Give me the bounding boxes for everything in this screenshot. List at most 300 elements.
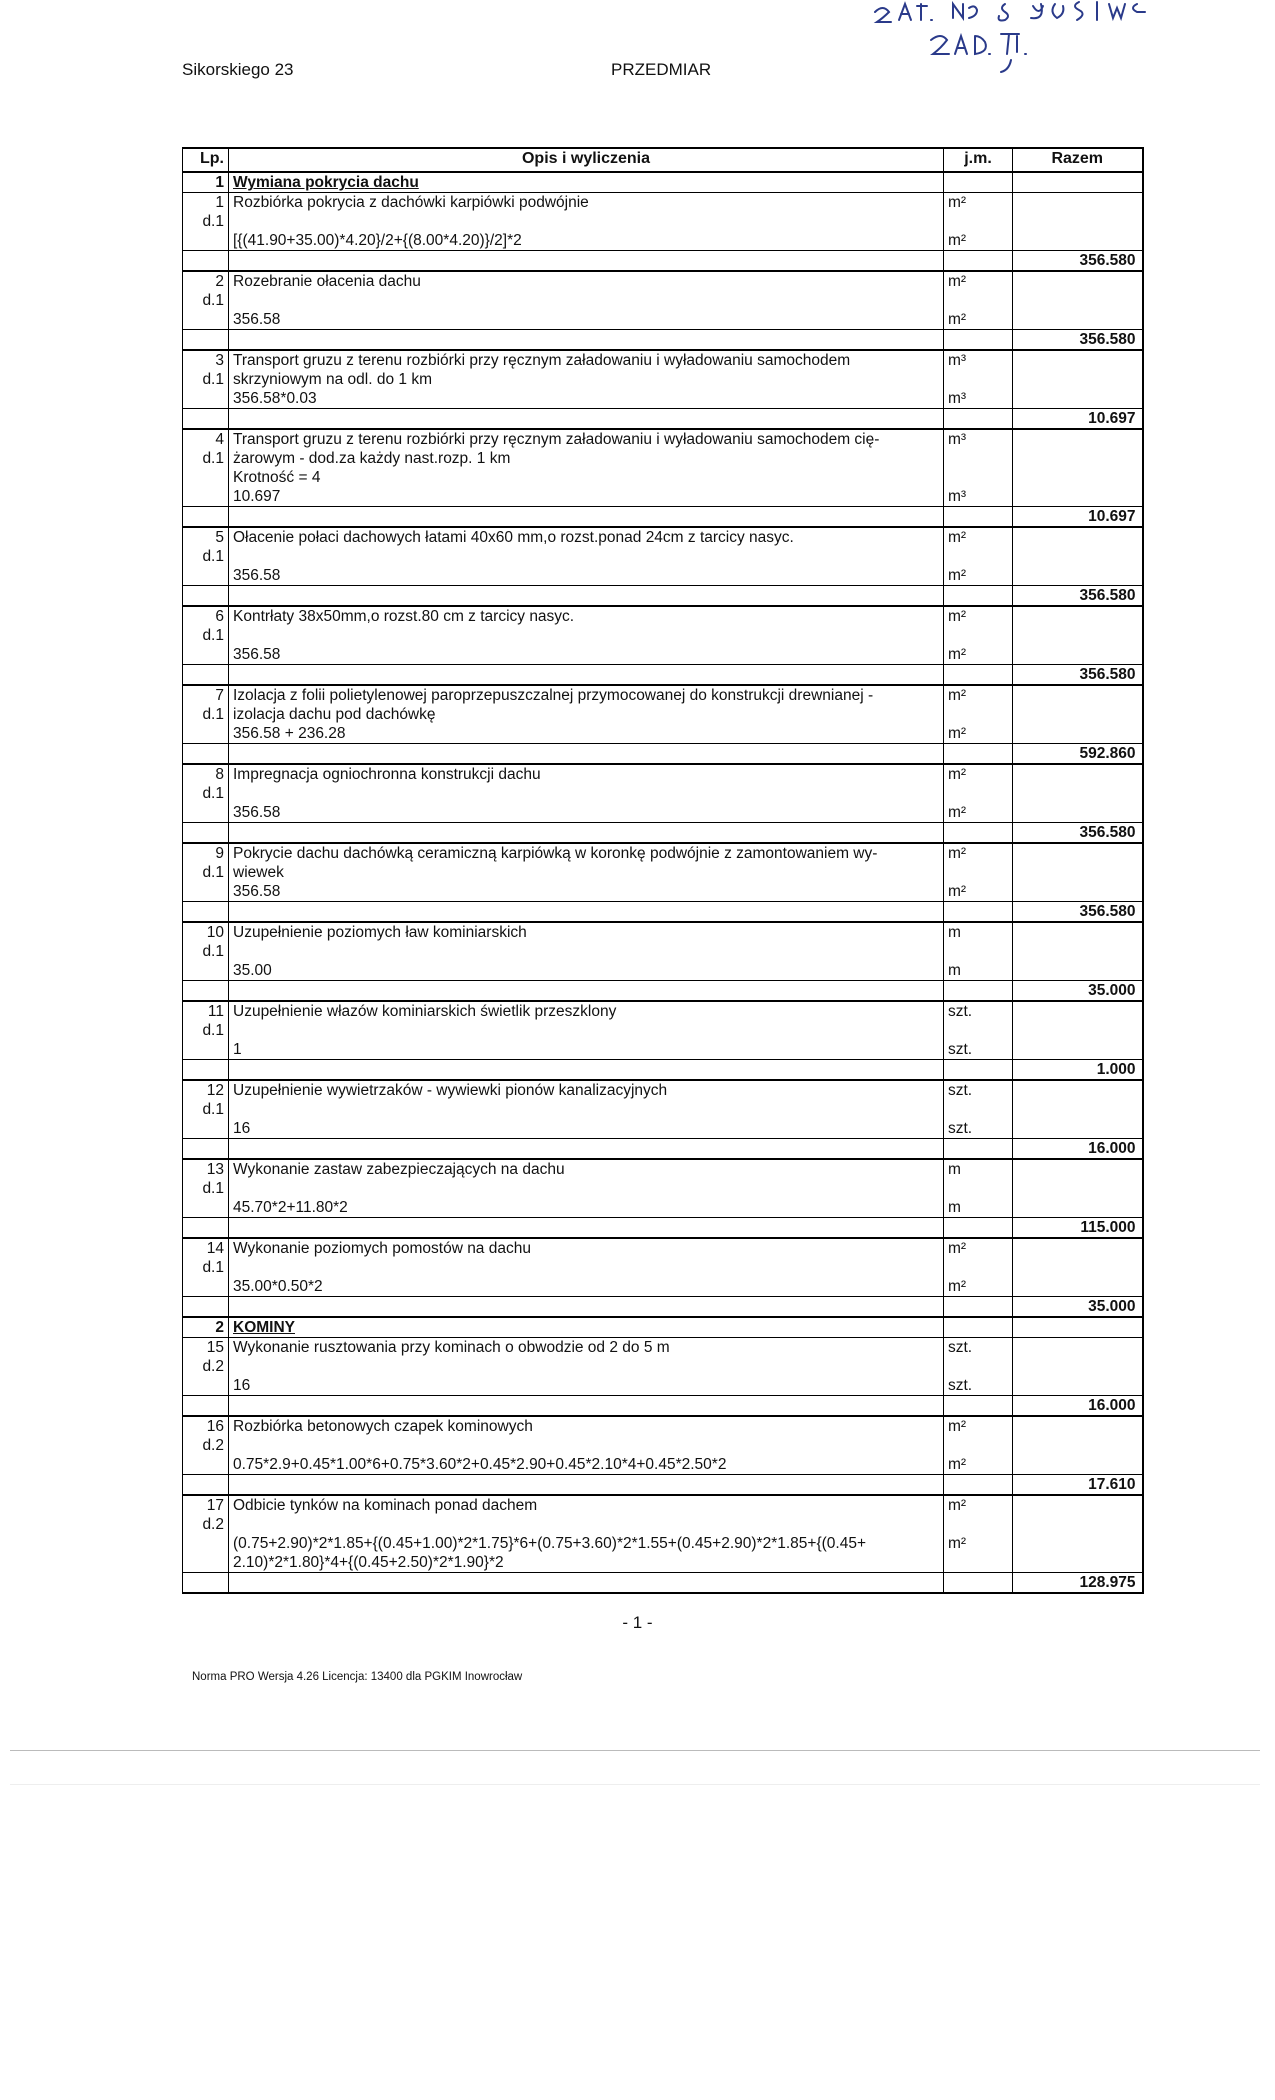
item-number: 17 xyxy=(183,1495,229,1515)
table-body xyxy=(183,172,1143,1593)
item-calc-row xyxy=(183,310,1143,330)
empty-cell xyxy=(183,566,229,586)
item-row xyxy=(183,1416,1143,1436)
empty-cell xyxy=(944,744,1013,765)
empty-cell xyxy=(183,1455,229,1475)
empty-cell xyxy=(183,251,229,272)
item-total: 356.580 xyxy=(1013,330,1143,351)
empty-cell xyxy=(944,626,1013,645)
header-title: PRZEDMIAR xyxy=(611,60,712,79)
empty-cell xyxy=(229,744,944,765)
item-code: d.1 xyxy=(183,705,229,724)
item-row xyxy=(183,843,1143,863)
empty-cell xyxy=(944,1218,1013,1239)
empty-cell xyxy=(1013,271,1143,291)
item-total: 10.697 xyxy=(1013,507,1143,528)
empty-cell xyxy=(944,586,1013,607)
item-calculation: 356.58 xyxy=(229,803,944,823)
item-unit: szt. xyxy=(944,1001,1013,1021)
empty-cell xyxy=(1013,882,1143,902)
page-number: - 1 - xyxy=(622,1613,653,1632)
empty-cell xyxy=(183,1297,229,1318)
empty-cell xyxy=(1013,705,1143,724)
item-row xyxy=(183,863,1143,882)
empty-cell xyxy=(1013,468,1143,487)
item-total-row xyxy=(183,330,1143,351)
item-calc-row xyxy=(183,389,1143,409)
item-calc-unit: m² xyxy=(944,1534,1013,1553)
empty-cell xyxy=(1013,1258,1143,1277)
empty-cell xyxy=(1013,1021,1143,1040)
item-code: d.2 xyxy=(183,1436,229,1455)
empty-cell xyxy=(944,1100,1013,1119)
item-code: d.1 xyxy=(183,784,229,803)
empty-cell xyxy=(1013,1119,1143,1139)
item-description: wiewek xyxy=(229,863,944,882)
item-calc-row xyxy=(183,645,1143,665)
item-calc-unit: m² xyxy=(944,882,1013,902)
item-code: d.2 xyxy=(183,1357,229,1376)
empty-cell xyxy=(1013,212,1143,231)
item-number: 8 xyxy=(183,764,229,784)
item-calc-unit: m² xyxy=(944,803,1013,823)
empty-cell xyxy=(944,823,1013,844)
item-row xyxy=(183,1436,1143,1455)
empty-cell xyxy=(183,744,229,765)
empty-cell xyxy=(183,902,229,923)
empty-cell xyxy=(944,863,1013,882)
item-unit: szt. xyxy=(944,1338,1013,1358)
empty-cell xyxy=(1013,1179,1143,1198)
item-total: 16.000 xyxy=(1013,1396,1143,1417)
item-number: 13 xyxy=(183,1159,229,1179)
col-header-jm: j.m. xyxy=(944,148,1013,172)
empty-cell xyxy=(183,409,229,430)
item-row xyxy=(183,922,1143,942)
empty-cell xyxy=(1013,172,1143,193)
item-code: d.1 xyxy=(183,1258,229,1277)
item-description: Odbicie tynków na kominach ponad dachem xyxy=(229,1495,944,1515)
empty-cell xyxy=(183,1376,229,1396)
empty-cell xyxy=(229,251,944,272)
empty-cell xyxy=(944,330,1013,351)
empty-cell xyxy=(183,1139,229,1160)
empty-cell xyxy=(183,231,229,251)
empty-cell xyxy=(944,370,1013,389)
empty-cell xyxy=(1013,429,1143,449)
empty-cell xyxy=(944,449,1013,468)
item-description: Uzupełnienie poziomych ław kominiarskich xyxy=(229,922,944,942)
empty-cell xyxy=(229,1396,944,1417)
item-calc-row xyxy=(183,1534,1143,1553)
item-calc-unit: m² xyxy=(944,566,1013,586)
item-description: Impregnacja ogniochronna konstrukcji dachu xyxy=(229,764,944,784)
empty-cell xyxy=(944,1317,1013,1338)
item-unit: m² xyxy=(944,685,1013,705)
item-total-row xyxy=(183,507,1143,528)
item-number: 7 xyxy=(183,685,229,705)
empty-cell xyxy=(229,1218,944,1239)
item-code: d.2 xyxy=(183,1515,229,1534)
item-code: d.1 xyxy=(183,1100,229,1119)
empty-cell xyxy=(183,823,229,844)
empty-cell xyxy=(183,961,229,981)
item-unit: m² xyxy=(944,193,1013,213)
item-row xyxy=(183,429,1143,449)
item-description xyxy=(229,784,944,803)
item-calc-row xyxy=(183,1553,1143,1573)
measurement-table xyxy=(182,147,1144,1594)
item-description: Izolacja z folii polietylenowej paroprzepuszczalnej przymocowanej do konstrukcji drewnianej - xyxy=(229,685,944,705)
item-description: Krotność = 4 xyxy=(229,468,944,487)
item-total-row xyxy=(183,823,1143,844)
empty-cell xyxy=(944,1475,1013,1496)
empty-cell xyxy=(1013,1534,1143,1553)
item-description: Ołacenie połaci dachowych łatami 40x60 mm,o rozst.ponad 24cm z tarcicy nasyc. xyxy=(229,527,944,547)
empty-cell xyxy=(183,1553,229,1573)
item-number: 1 xyxy=(183,193,229,213)
empty-cell xyxy=(229,1060,944,1081)
item-calc-row xyxy=(183,1455,1143,1475)
empty-cell xyxy=(1013,1515,1143,1534)
item-total-row xyxy=(183,1573,1143,1594)
empty-cell xyxy=(944,1396,1013,1417)
item-calc-row xyxy=(183,1277,1143,1297)
empty-cell xyxy=(1013,1238,1143,1258)
empty-cell xyxy=(944,902,1013,923)
empty-cell xyxy=(183,1060,229,1081)
empty-cell xyxy=(183,882,229,902)
item-calculation: 2.10)*2*1.80}*4+{(0.45+2.50)*2*1.90}*2 xyxy=(229,1553,944,1573)
item-unit: m xyxy=(944,1159,1013,1179)
item-total-row xyxy=(183,902,1143,923)
empty-cell xyxy=(1013,1080,1143,1100)
item-unit: m² xyxy=(944,1495,1013,1515)
item-description xyxy=(229,212,944,231)
empty-cell xyxy=(183,468,229,487)
empty-cell xyxy=(183,330,229,351)
item-total: 10.697 xyxy=(1013,409,1143,430)
item-description: Rozbiórka pokrycia z dachówki karpiówki podwójnie xyxy=(229,193,944,213)
empty-cell xyxy=(183,1277,229,1297)
empty-cell xyxy=(944,1515,1013,1534)
item-calc-row xyxy=(183,961,1143,981)
item-description: Rozbiórka betonowych czapek kominowych xyxy=(229,1416,944,1436)
item-row xyxy=(183,1159,1143,1179)
header-address: Sikorskiego 23 xyxy=(182,60,294,79)
empty-cell xyxy=(1013,961,1143,981)
item-number: 12 xyxy=(183,1080,229,1100)
item-row xyxy=(183,193,1143,213)
empty-cell xyxy=(183,1198,229,1218)
item-unit: m² xyxy=(944,1416,1013,1436)
item-row xyxy=(183,212,1143,231)
item-calc-unit: m² xyxy=(944,645,1013,665)
item-row xyxy=(183,1258,1143,1277)
item-code: d.1 xyxy=(183,1179,229,1198)
item-calculation: 356.58*0.03 xyxy=(229,389,944,409)
item-calculation: (0.75+2.90)*2*1.85+{(0.45+1.00)*2*1.75}*6+(0.75+3.60)*2*1.55+(0.45+2.90)*2*1.85+{(0.45+ xyxy=(229,1534,944,1553)
empty-cell xyxy=(1013,863,1143,882)
empty-cell xyxy=(944,1297,1013,1318)
item-unit: m² xyxy=(944,271,1013,291)
empty-cell xyxy=(183,1218,229,1239)
item-row xyxy=(183,764,1143,784)
item-description: Rozebranie ołacenia dachu xyxy=(229,271,944,291)
item-description xyxy=(229,547,944,566)
empty-cell xyxy=(944,409,1013,430)
item-description xyxy=(229,626,944,645)
item-total: 356.580 xyxy=(1013,823,1143,844)
item-row xyxy=(183,370,1143,389)
empty-cell xyxy=(1013,350,1143,370)
item-calc-row xyxy=(183,882,1143,902)
section-row xyxy=(183,1317,1143,1338)
item-calculation: 35.00*0.50*2 xyxy=(229,1277,944,1297)
item-unit: m² xyxy=(944,527,1013,547)
item-row xyxy=(183,626,1143,645)
item-description xyxy=(229,1357,944,1376)
item-description: Transport gruzu z terenu rozbiórki przy ręcznym załadowaniu i wyładowaniu samochodem xyxy=(229,350,944,370)
item-number: 5 xyxy=(183,527,229,547)
item-description xyxy=(229,291,944,310)
item-calc-row xyxy=(183,566,1143,586)
empty-cell xyxy=(229,902,944,923)
empty-cell xyxy=(229,981,944,1002)
item-calc-unit: m² xyxy=(944,724,1013,744)
empty-cell xyxy=(1013,1001,1143,1021)
item-code: d.1 xyxy=(183,942,229,961)
item-calculation: 356.58 xyxy=(229,566,944,586)
item-row xyxy=(183,271,1143,291)
empty-cell xyxy=(229,409,944,430)
item-calc-unit: m² xyxy=(944,231,1013,251)
empty-cell xyxy=(183,1475,229,1496)
item-row xyxy=(183,1495,1143,1515)
empty-cell xyxy=(229,1139,944,1160)
item-total: 356.580 xyxy=(1013,665,1143,686)
item-total: 128.975 xyxy=(1013,1573,1143,1594)
empty-cell xyxy=(229,1573,944,1594)
item-description: Wykonanie zastaw zabezpieczających na dachu xyxy=(229,1159,944,1179)
item-row xyxy=(183,1238,1143,1258)
item-total-row xyxy=(183,1060,1143,1081)
empty-cell xyxy=(944,1179,1013,1198)
empty-cell xyxy=(183,981,229,1002)
item-row xyxy=(183,1338,1143,1358)
item-calc-row xyxy=(183,1376,1143,1396)
item-total-row xyxy=(183,1139,1143,1160)
empty-cell xyxy=(944,1060,1013,1081)
item-unit: m xyxy=(944,922,1013,942)
empty-cell xyxy=(1013,606,1143,626)
item-code: d.1 xyxy=(183,863,229,882)
item-calculation: 356.58 xyxy=(229,882,944,902)
empty-cell xyxy=(1013,527,1143,547)
item-description xyxy=(229,1021,944,1040)
item-total-row xyxy=(183,586,1143,607)
item-description xyxy=(229,1258,944,1277)
item-description: Wykonanie poziomych pomostów na dachu xyxy=(229,1238,944,1258)
item-calc-unit: m² xyxy=(944,310,1013,330)
col-header-lp: Lp. xyxy=(183,148,229,172)
empty-cell xyxy=(1013,803,1143,823)
empty-cell xyxy=(229,507,944,528)
empty-cell xyxy=(1013,942,1143,961)
item-total: 115.000 xyxy=(1013,1218,1143,1239)
empty-cell xyxy=(1013,1376,1143,1396)
software-license-note: Norma PRO Wersja 4.26 Licencja: 13400 dla PGKIM Inowrocław xyxy=(192,1671,523,1683)
item-number: 11 xyxy=(183,1001,229,1021)
item-number: 15 xyxy=(183,1338,229,1358)
empty-cell xyxy=(183,487,229,507)
item-calculation: 356.58 xyxy=(229,645,944,665)
item-unit: m² xyxy=(944,764,1013,784)
item-row xyxy=(183,547,1143,566)
item-description: izolacja dachu pod dachówkę xyxy=(229,705,944,724)
empty-cell xyxy=(183,1119,229,1139)
empty-cell xyxy=(1013,1338,1143,1358)
empty-cell xyxy=(944,784,1013,803)
item-row xyxy=(183,1080,1143,1100)
empty-cell xyxy=(1013,487,1143,507)
item-total-row xyxy=(183,1396,1143,1417)
item-calculation: 356.58 + 236.28 xyxy=(229,724,944,744)
empty-cell xyxy=(229,330,944,351)
item-row xyxy=(183,291,1143,310)
item-unit: szt. xyxy=(944,1080,1013,1100)
item-unit: m³ xyxy=(944,350,1013,370)
item-description xyxy=(229,942,944,961)
item-row xyxy=(183,1179,1143,1198)
item-calc-unit: m² xyxy=(944,1277,1013,1297)
item-calculation: 1 xyxy=(229,1040,944,1060)
item-number: 10 xyxy=(183,922,229,942)
col-header-razem: Razem xyxy=(1013,148,1143,172)
item-calc-row xyxy=(183,1119,1143,1139)
section-row xyxy=(183,172,1143,193)
item-calculation: 35.00 xyxy=(229,961,944,981)
item-row xyxy=(183,685,1143,705)
empty-cell xyxy=(1013,1159,1143,1179)
item-calc-unit: m³ xyxy=(944,487,1013,507)
item-unit: m² xyxy=(944,843,1013,863)
col-header-opis: Opis i wyliczenia xyxy=(229,148,944,172)
empty-cell xyxy=(183,507,229,528)
item-row xyxy=(183,606,1143,626)
item-number: 9 xyxy=(183,843,229,863)
item-code: d.1 xyxy=(183,626,229,645)
item-unit: m³ xyxy=(944,429,1013,449)
item-total: 35.000 xyxy=(1013,981,1143,1002)
empty-cell xyxy=(1013,1100,1143,1119)
empty-cell xyxy=(183,389,229,409)
item-total-row xyxy=(183,981,1143,1002)
empty-cell xyxy=(944,705,1013,724)
item-total-row xyxy=(183,1475,1143,1496)
item-unit: m² xyxy=(944,1238,1013,1258)
empty-cell xyxy=(1013,389,1143,409)
item-description: Uzupełnienie włazów kominiarskich świetlik przeszklony xyxy=(229,1001,944,1021)
item-description: Wykonanie rusztowania przy kominach o obwodzie od 2 do 5 m xyxy=(229,1338,944,1358)
item-calc-unit: m³ xyxy=(944,389,1013,409)
item-calc-unit: szt. xyxy=(944,1376,1013,1396)
table-header-row xyxy=(183,148,1143,172)
item-row xyxy=(183,1021,1143,1040)
item-calc-unit: m xyxy=(944,961,1013,981)
empty-cell xyxy=(944,291,1013,310)
empty-cell xyxy=(944,1021,1013,1040)
empty-cell xyxy=(1013,1416,1143,1436)
scan-edge-line xyxy=(10,1784,1260,1785)
empty-cell xyxy=(1013,1357,1143,1376)
section-number: 2 xyxy=(183,1317,229,1338)
item-calc-unit: szt. xyxy=(944,1119,1013,1139)
item-calc-unit: szt. xyxy=(944,1040,1013,1060)
item-row xyxy=(183,1100,1143,1119)
empty-cell xyxy=(183,1534,229,1553)
item-calculation: 0.75*2.9+0.45*1.00*6+0.75*3.60*2+0.45*2.90+0.45*2.10*4+0.45*2.50*2 xyxy=(229,1455,944,1475)
empty-cell xyxy=(1013,193,1143,213)
empty-cell xyxy=(1013,1553,1143,1573)
empty-cell xyxy=(183,665,229,686)
empty-cell xyxy=(944,547,1013,566)
item-calculation: [{(41.90+35.00)*4.20}/2+{(8.00*4.20)}/2]*2 xyxy=(229,231,944,251)
item-calc-row xyxy=(183,1040,1143,1060)
item-total-row xyxy=(183,1297,1143,1318)
item-code: d.1 xyxy=(183,449,229,468)
empty-cell xyxy=(944,665,1013,686)
empty-cell xyxy=(944,468,1013,487)
empty-cell xyxy=(944,1573,1013,1594)
empty-cell xyxy=(1013,843,1143,863)
empty-cell xyxy=(183,724,229,744)
empty-cell xyxy=(183,1396,229,1417)
empty-cell xyxy=(944,1357,1013,1376)
item-total-row xyxy=(183,665,1143,686)
empty-cell xyxy=(1013,724,1143,744)
item-calc-row xyxy=(183,803,1143,823)
item-row xyxy=(183,449,1143,468)
empty-cell xyxy=(1013,370,1143,389)
empty-cell xyxy=(183,310,229,330)
item-calc-row xyxy=(183,1198,1143,1218)
item-description: Transport gruzu z terenu rozbiórki przy ręcznym załadowaniu i wyładowaniu samochodem cię- xyxy=(229,429,944,449)
empty-cell xyxy=(183,586,229,607)
empty-cell xyxy=(1013,645,1143,665)
empty-cell xyxy=(944,1553,1013,1573)
empty-cell xyxy=(1013,1277,1143,1297)
item-description xyxy=(229,1436,944,1455)
empty-cell xyxy=(1013,449,1143,468)
empty-cell xyxy=(944,942,1013,961)
empty-cell xyxy=(944,172,1013,193)
empty-cell xyxy=(1013,784,1143,803)
item-calculation: 10.697 xyxy=(229,487,944,507)
item-unit: m² xyxy=(944,606,1013,626)
empty-cell xyxy=(1013,547,1143,566)
scan-edge-line xyxy=(10,1750,1260,1751)
item-calc-unit: m² xyxy=(944,1455,1013,1475)
empty-cell xyxy=(944,251,1013,272)
empty-cell xyxy=(183,645,229,665)
item-row xyxy=(183,527,1143,547)
empty-cell xyxy=(1013,566,1143,586)
item-calc-row xyxy=(183,487,1143,507)
item-calc-unit: m xyxy=(944,1198,1013,1218)
item-calc-row xyxy=(183,724,1143,744)
empty-cell xyxy=(229,665,944,686)
